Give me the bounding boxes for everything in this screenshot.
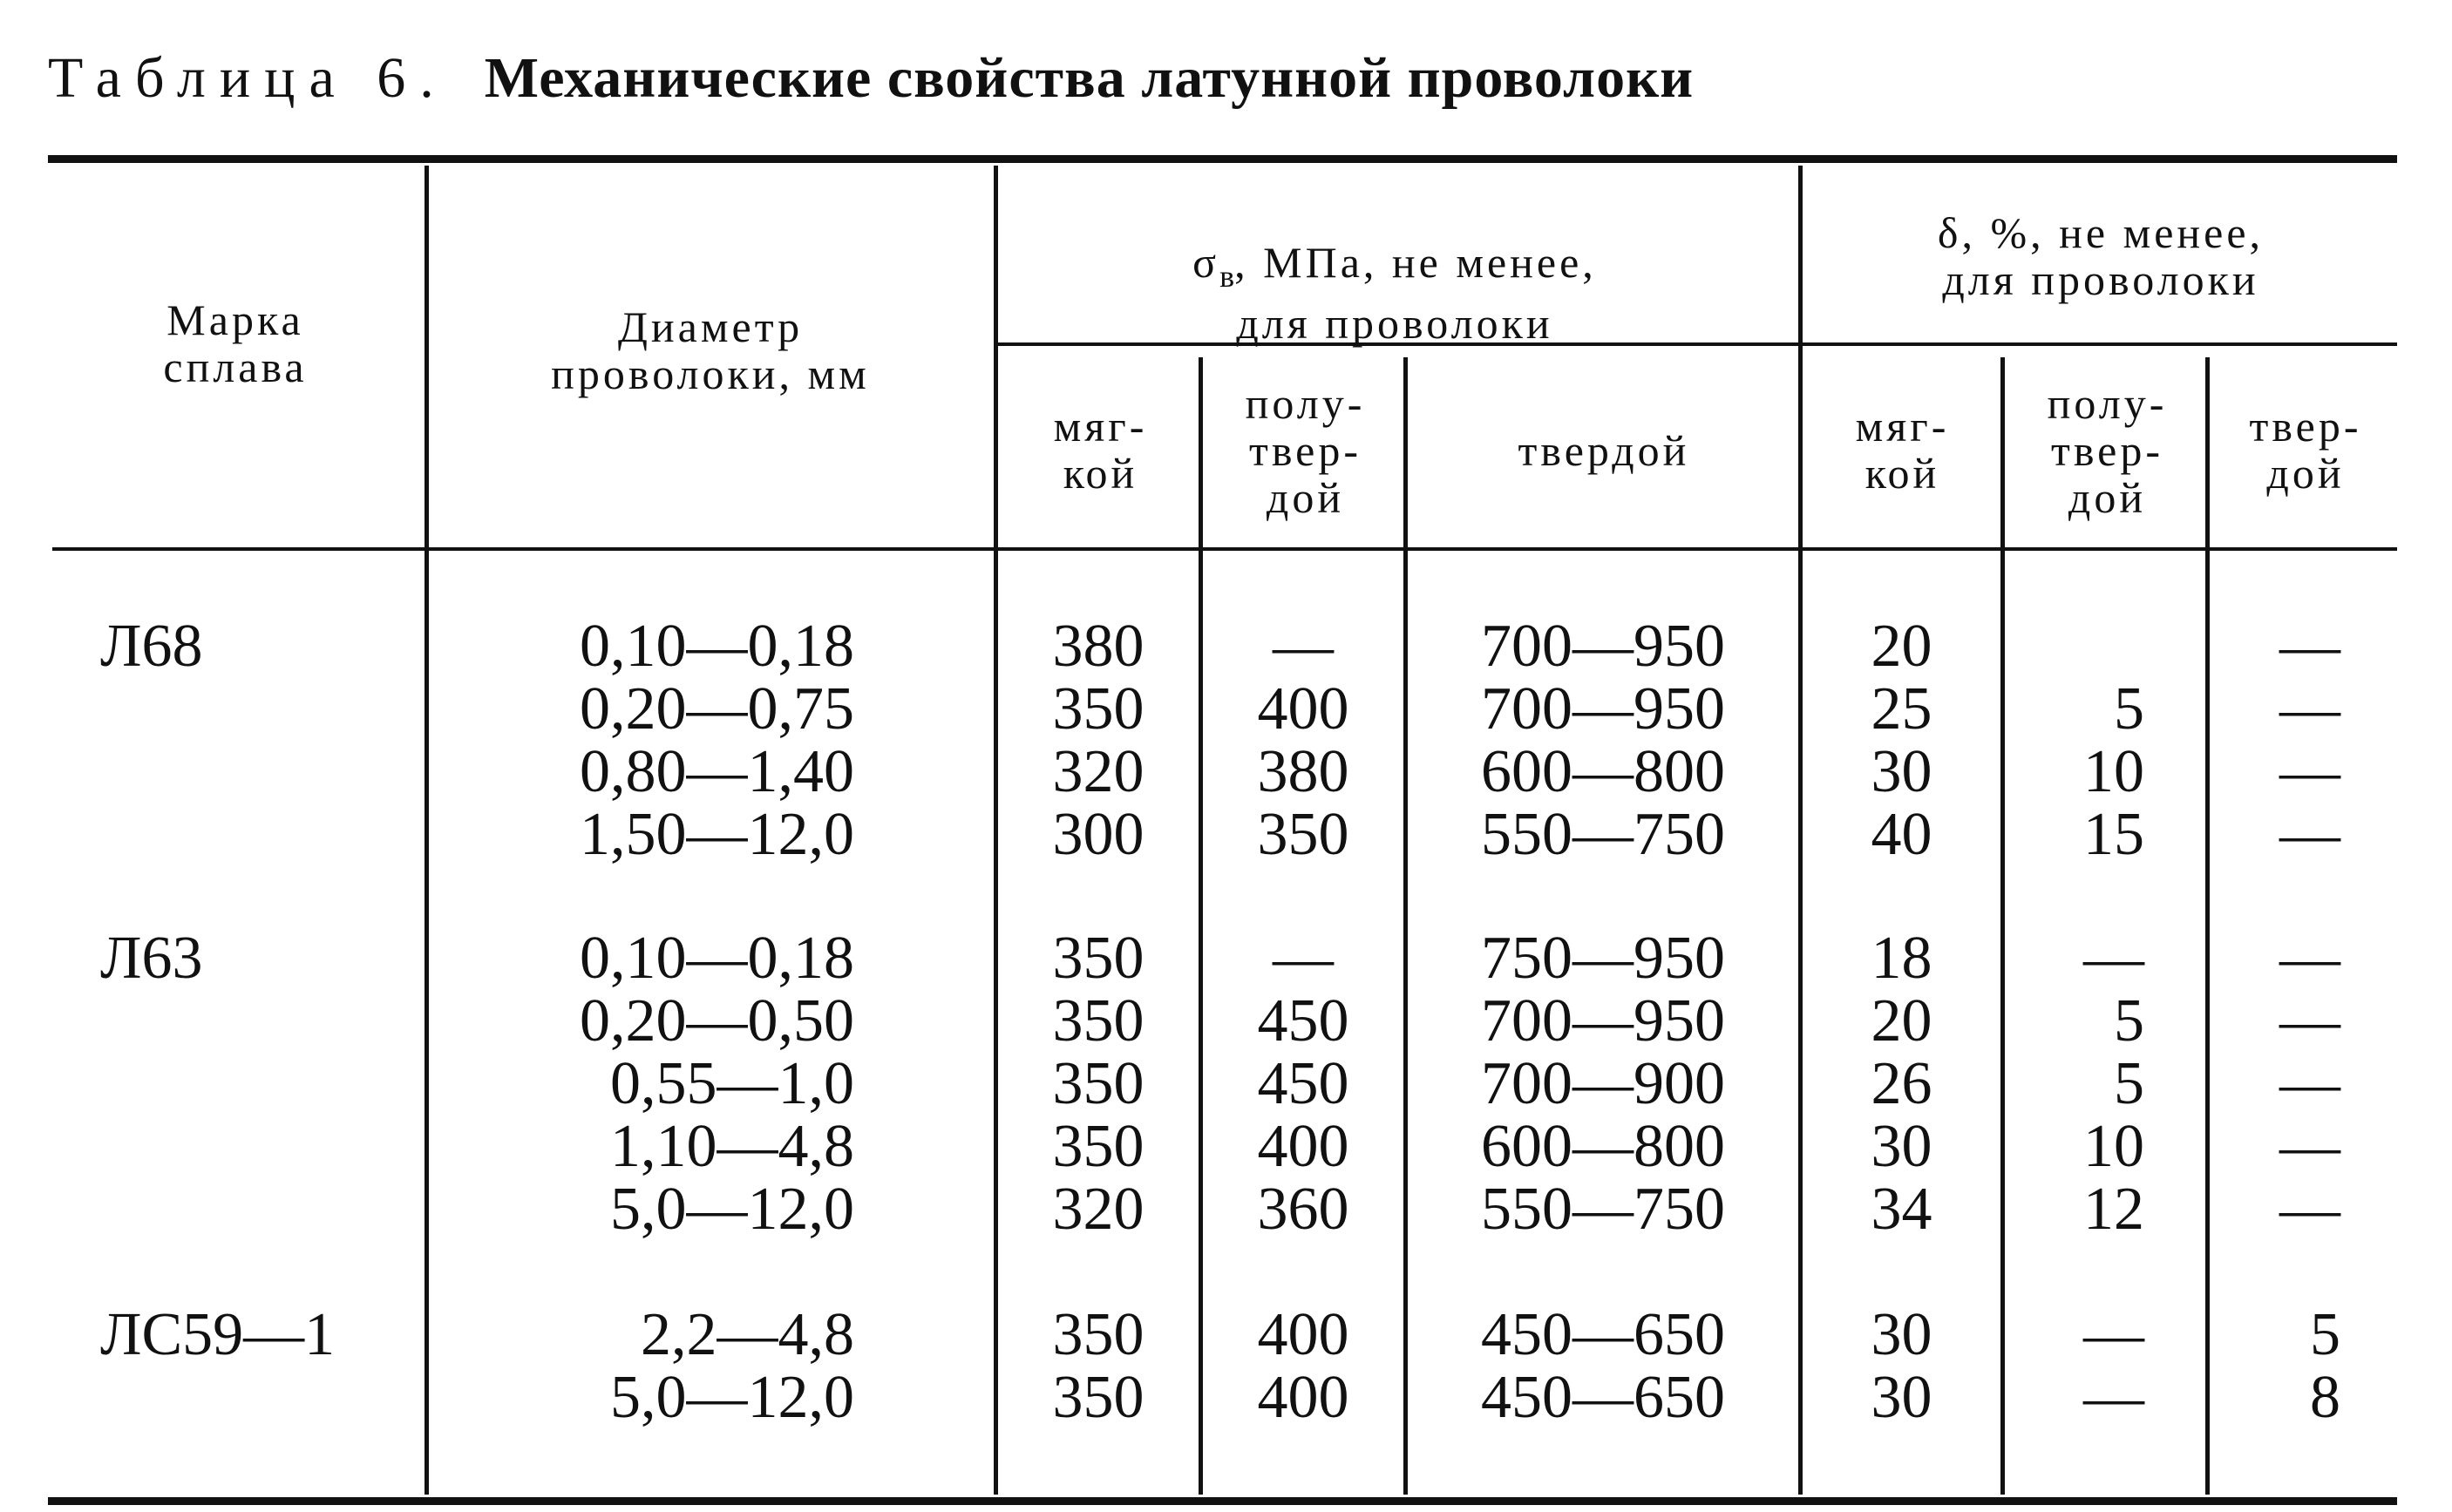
cell-diameter: 1,10—4,8 xyxy=(610,1113,854,1180)
cell-elongation-semi-hard: — xyxy=(2083,925,2144,992)
cell-elongation-soft: 40 xyxy=(1871,801,1932,868)
cell-strength-hard: 750—950 xyxy=(1481,925,1725,992)
cell-strength-semi-hard: 450 xyxy=(1257,987,1349,1054)
strength-label: , МПа, не менее, для проволоки xyxy=(1234,238,1597,348)
cell-strength-soft: 320 xyxy=(1052,738,1144,805)
cell-elongation-semi-hard: 5 xyxy=(2114,1050,2144,1117)
cell-diameter: 1,50—12,0 xyxy=(580,801,854,868)
cell-elongation-semi-hard: — xyxy=(2083,1364,2144,1431)
cell-elongation-soft: 26 xyxy=(1871,1050,1932,1117)
cell-strength-semi-hard: 450 xyxy=(1257,1050,1349,1117)
cell-elongation-soft: 25 xyxy=(1871,675,1932,742)
cell-diameter: 2,2—4,8 xyxy=(641,1301,854,1368)
cell-elongation-hard: — xyxy=(2279,1050,2340,1117)
sigma-symbol: σ xyxy=(1192,238,1220,287)
header-d-soft: мяг- кой xyxy=(1855,402,1950,498)
cell-strength-semi-hard: 380 xyxy=(1257,738,1349,805)
cell-strength-hard: 550—750 xyxy=(1481,801,1725,868)
cell-elongation-soft: 20 xyxy=(1871,613,1932,680)
cell-strength-hard: 700—950 xyxy=(1481,987,1725,1054)
cell-strength-semi-hard: 360 xyxy=(1257,1176,1349,1243)
cell-strength-hard: 700—900 xyxy=(1481,1050,1725,1117)
cell-strength-soft: 350 xyxy=(1052,1364,1144,1431)
cell-diameter: 0,80—1,40 xyxy=(580,738,854,805)
cell-diameter: 0,20—0,75 xyxy=(580,675,854,742)
cell-elongation-hard: — xyxy=(2279,987,2340,1054)
cell-elongation-soft: 20 xyxy=(1871,987,1932,1054)
cell-elongation-hard: — xyxy=(2279,675,2340,742)
cell-elongation-semi-hard: 5 xyxy=(2114,987,2144,1054)
cell-elongation-soft: 30 xyxy=(1871,1113,1932,1180)
cell-elongation-semi-hard: 10 xyxy=(2083,738,2144,805)
header-d-semi: полу- твер- дой xyxy=(2047,379,2168,522)
header-bottom-rule xyxy=(52,547,2397,551)
cell-diameter: 5,0—12,0 xyxy=(610,1364,854,1431)
cell-elongation-hard: — xyxy=(2279,1176,2340,1243)
cell-grade: Л63 xyxy=(100,925,203,992)
header-s-hard: твердой xyxy=(1518,426,1690,475)
cell-elongation-semi-hard: — xyxy=(2083,1301,2144,1368)
cell-elongation-semi-hard: 15 xyxy=(2083,801,2144,868)
cell-strength-hard: 600—800 xyxy=(1481,1113,1725,1180)
cell-elongation-soft: 30 xyxy=(1871,1301,1932,1368)
cell-strength-soft: 350 xyxy=(1052,1113,1144,1180)
cell-strength-semi-hard: 400 xyxy=(1257,1364,1349,1431)
cell-strength-soft: 380 xyxy=(1052,613,1144,680)
table-number: Таблица 6. xyxy=(48,46,448,110)
cell-elongation-hard: — xyxy=(2279,613,2340,680)
bottom-rule xyxy=(48,1497,2397,1505)
cell-elongation-semi-hard: 10 xyxy=(2083,1113,2144,1180)
cell-strength-soft: 320 xyxy=(1052,1176,1144,1243)
cell-strength-semi-hard: — xyxy=(1273,613,1334,680)
cell-grade: ЛС59—1 xyxy=(100,1301,336,1368)
header-s-semi: полу- твер- дой xyxy=(1245,379,1366,522)
cell-strength-hard: 450—650 xyxy=(1481,1301,1725,1368)
cell-diameter: 0,10—0,18 xyxy=(580,613,854,680)
cell-strength-semi-hard: — xyxy=(1273,925,1334,992)
divider-grade xyxy=(425,166,429,1495)
cell-strength-soft: 350 xyxy=(1052,675,1144,742)
cell-strength-hard: 550—750 xyxy=(1481,1176,1725,1243)
cell-strength-soft: 350 xyxy=(1052,987,1144,1054)
cell-elongation-soft: 30 xyxy=(1871,738,1932,805)
cell-elongation-hard: 8 xyxy=(2310,1364,2340,1431)
cell-strength-hard: 700—950 xyxy=(1481,675,1725,742)
cell-strength-hard: 600—800 xyxy=(1481,738,1725,805)
cell-strength-hard: 700—950 xyxy=(1481,613,1725,680)
cell-elongation-soft: 30 xyxy=(1871,1364,1932,1431)
cell-strength-semi-hard: 400 xyxy=(1257,1301,1349,1368)
header-d-hard: твер- дой xyxy=(2249,402,2362,498)
header-elongation: δ, %, не менее, для проволоки xyxy=(1937,208,2265,304)
header-diameter: Диаметр проволоки, мм xyxy=(551,302,870,398)
cell-diameter: 0,10—0,18 xyxy=(580,925,854,992)
cell-grade: Л68 xyxy=(100,613,203,680)
cell-elongation-soft: 18 xyxy=(1871,925,1932,992)
header-strength xyxy=(1002,192,1787,347)
cell-elongation-hard: 5 xyxy=(2310,1301,2340,1368)
cell-elongation-semi-hard: 12 xyxy=(2083,1176,2144,1243)
sigma-subscript: в xyxy=(1219,259,1235,294)
top-rule xyxy=(48,155,2397,163)
table-title: Механические свойства латунной проволоки xyxy=(484,46,1695,110)
cell-strength-soft: 350 xyxy=(1052,1050,1144,1117)
cell-strength-hard: 450—650 xyxy=(1481,1364,1725,1431)
cell-strength-semi-hard: 400 xyxy=(1257,675,1349,742)
cell-elongation-hard: — xyxy=(2279,738,2340,805)
cell-elongation-hard: — xyxy=(2279,801,2340,868)
cell-elongation-semi-hard: 5 xyxy=(2114,675,2144,742)
cell-strength-soft: 350 xyxy=(1052,925,1144,992)
cell-diameter: 0,55—1,0 xyxy=(610,1050,854,1117)
cell-strength-semi-hard: 400 xyxy=(1257,1113,1349,1180)
cell-strength-semi-hard: 350 xyxy=(1257,801,1349,868)
cell-diameter: 0,20—0,50 xyxy=(580,987,854,1054)
header-s-soft: мяг- кой xyxy=(1053,402,1148,498)
cell-diameter: 5,0—12,0 xyxy=(610,1176,854,1243)
cell-elongation-hard: — xyxy=(2279,1113,2340,1180)
header-grade: Марка сплава xyxy=(163,295,308,391)
cell-elongation-soft: 34 xyxy=(1871,1176,1932,1243)
table-caption xyxy=(48,45,1694,112)
cell-strength-soft: 350 xyxy=(1052,1301,1144,1368)
cell-strength-soft: 300 xyxy=(1052,801,1144,868)
cell-elongation-hard: — xyxy=(2279,925,2340,992)
